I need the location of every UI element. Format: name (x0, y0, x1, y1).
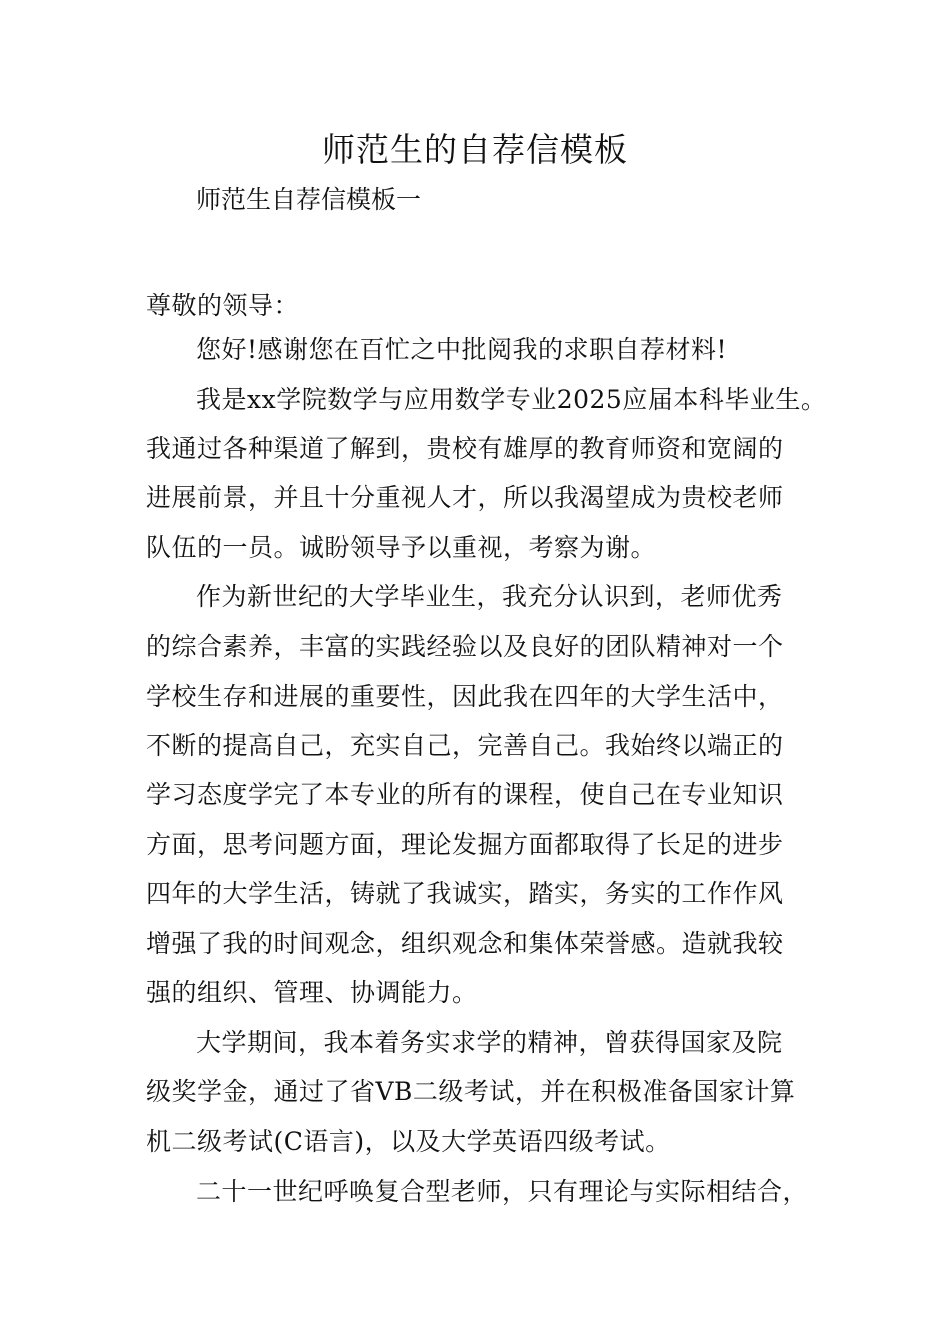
document-title: 师范生的自荐信模板 (322, 130, 628, 169)
body-line: 进展前景，并且十分重视人才，所以我渴望成为贵校老师 (146, 483, 784, 512)
body-line: 增强了我的时间观念，组织观念和集体荣誉感。造就我较 (146, 929, 784, 958)
body-line: 方面，思考问题方面，理论发掘方面都取得了长足的进步 (146, 830, 784, 859)
body-line: 二十一世纪呼唤复合型老师，只有理论与实际相结合， (196, 1177, 809, 1206)
document-subtitle: 师范生自荐信模板一 (196, 185, 422, 214)
body-line: 机二级考试(C语言)，以及大学英语四级考试。 (146, 1127, 671, 1156)
body-line: 您好!感谢您在百忙之中批阅我的求职自荐材料! (196, 335, 728, 364)
body-line: 我是xx学院数学与应用数学专业2025应届本科毕业生。 (196, 385, 827, 414)
salutation-line: 尊敬的领导： (146, 291, 300, 320)
body-line: 级奖学金，通过了省VB二级考试，并在积极准备国家计算 (146, 1077, 796, 1106)
body-line: 队伍的一员。诚盼领导予以重视，考察为谢。 (146, 533, 657, 562)
body-line: 学习态度学完了本专业的所有的课程，使自己在专业知识 (146, 780, 784, 809)
body-line: 学校生存和进展的重要性，因此我在四年的大学生活中， (146, 682, 784, 711)
body-line: 我通过各种渠道了解到，贵校有雄厚的教育师资和宽阔的 (146, 434, 784, 463)
body-line: 大学期间，我本着务实求学的精神，曾获得国家及院 (196, 1028, 783, 1057)
body-line: 作为新世纪的大学毕业生，我充分认识到，老师优秀 (196, 582, 783, 611)
body-line: 的综合素养，丰富的实践经验以及良好的团队精神对一个 (146, 632, 784, 661)
body-line: 不断的提高自己，充实自己，完善自己。我始终以端正的 (146, 731, 784, 760)
body-line: 四年的大学生活，铸就了我诚实，踏实，务实的工作作风 (146, 879, 784, 908)
body-line: 强的组织、管理、协调能力。 (146, 978, 478, 1007)
